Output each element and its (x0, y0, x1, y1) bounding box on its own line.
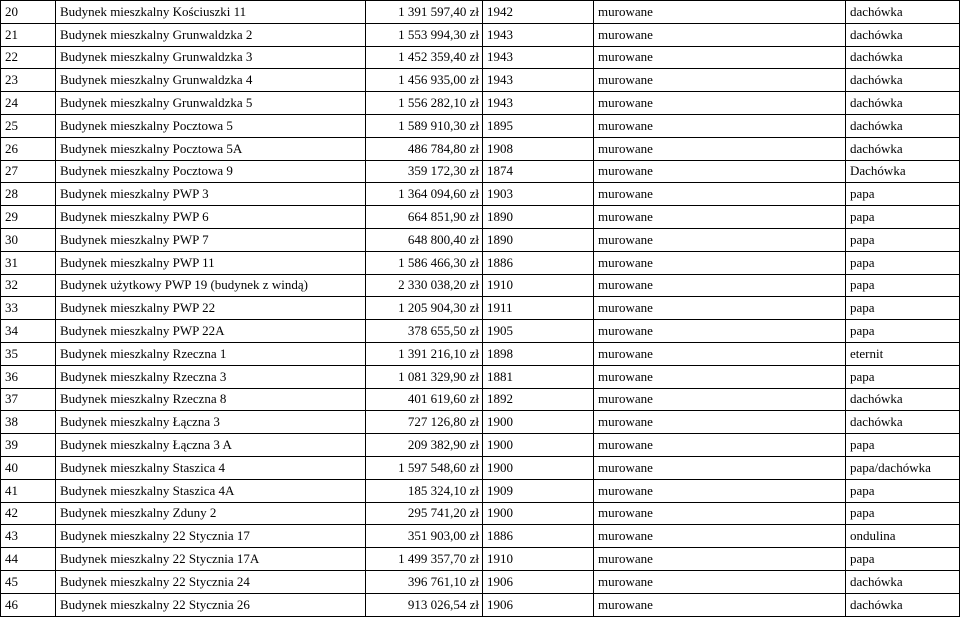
roof-material-cell: papa (846, 365, 960, 388)
construction-year-cell: 1892 (483, 388, 594, 411)
construction-year-cell: 1908 (483, 137, 594, 160)
building-name-cell: Budynek mieszkalny Zduny 2 (56, 502, 366, 525)
construction-year-cell: 1911 (483, 297, 594, 320)
building-name-cell: Budynek mieszkalny 22 Stycznia 17 (56, 525, 366, 548)
construction-year-cell: 1943 (483, 23, 594, 46)
construction-year-cell: 1943 (483, 46, 594, 69)
building-value-cell: 648 800,40 zł (366, 228, 483, 251)
construction-year-cell: 1943 (483, 69, 594, 92)
row-number-cell: 45 (1, 570, 56, 593)
row-number-cell: 24 (1, 92, 56, 115)
construction-year-cell: 1903 (483, 183, 594, 206)
table-row (1, 23, 960, 46)
building-name-cell: Budynek mieszkalny Rzeczna 3 (56, 365, 366, 388)
building-value-cell: 185 324,10 zł (366, 479, 483, 502)
construction-year-cell: 1900 (483, 434, 594, 457)
construction-year-cell: 1898 (483, 342, 594, 365)
building-name-cell: Budynek mieszkalny Grunwaldzka 2 (56, 23, 366, 46)
wall-material-cell: murowane (594, 320, 846, 343)
building-name-cell: Budynek użytkowy PWP 19 (budynek z windą) (56, 274, 366, 297)
row-number-cell: 20 (1, 1, 56, 24)
row-number-cell: 46 (1, 593, 56, 616)
building-name-cell: Budynek mieszkalny PWP 22 (56, 297, 366, 320)
roof-material-cell: papa (846, 479, 960, 502)
roof-material-cell: dachówka (846, 411, 960, 434)
table-row (1, 411, 960, 434)
table-row (1, 479, 960, 502)
building-name-cell: Budynek mieszkalny Staszica 4 (56, 456, 366, 479)
roof-material-cell: dachówka (846, 23, 960, 46)
building-value-cell: 913 026,54 zł (366, 593, 483, 616)
construction-year-cell: 1943 (483, 92, 594, 115)
construction-year-cell: 1905 (483, 320, 594, 343)
row-number-cell: 21 (1, 23, 56, 46)
table-row (1, 92, 960, 115)
row-number-cell: 39 (1, 434, 56, 457)
row-number-cell: 32 (1, 274, 56, 297)
building-name-cell: Budynek mieszkalny 22 Stycznia 26 (56, 593, 366, 616)
table-row (1, 548, 960, 571)
construction-year-cell: 1886 (483, 525, 594, 548)
construction-year-cell: 1890 (483, 228, 594, 251)
table-row (1, 502, 960, 525)
building-value-cell: 2 330 038,20 zł (366, 274, 483, 297)
building-value-cell: 727 126,80 zł (366, 411, 483, 434)
row-number-cell: 27 (1, 160, 56, 183)
row-number-cell: 44 (1, 548, 56, 571)
building-value-cell: 1 364 094,60 zł (366, 183, 483, 206)
roof-material-cell: papa (846, 297, 960, 320)
table-row (1, 456, 960, 479)
construction-year-cell: 1910 (483, 274, 594, 297)
table-row (1, 297, 960, 320)
buildings-table-body (1, 1, 960, 617)
wall-material-cell: murowane (594, 388, 846, 411)
row-number-cell: 34 (1, 320, 56, 343)
construction-year-cell: 1910 (483, 548, 594, 571)
building-name-cell: Budynek mieszkalny Łączna 3 A (56, 434, 366, 457)
construction-year-cell: 1895 (483, 114, 594, 137)
row-number-cell: 33 (1, 297, 56, 320)
building-value-cell: 1 597 548,60 zł (366, 456, 483, 479)
building-value-cell: 1 391 597,40 zł (366, 1, 483, 24)
roof-material-cell: papa (846, 320, 960, 343)
roof-material-cell: papa (846, 274, 960, 297)
wall-material-cell: murowane (594, 137, 846, 160)
row-number-cell: 40 (1, 456, 56, 479)
roof-material-cell: papa (846, 251, 960, 274)
row-number-cell: 23 (1, 69, 56, 92)
building-value-cell: 1 589 910,30 zł (366, 114, 483, 137)
row-number-cell: 42 (1, 502, 56, 525)
building-name-cell: Budynek mieszkalny Pocztowa 5 (56, 114, 366, 137)
building-name-cell: Budynek mieszkalny Grunwaldzka 3 (56, 46, 366, 69)
building-name-cell: Budynek mieszkalny Rzeczna 8 (56, 388, 366, 411)
table-row (1, 1, 960, 24)
wall-material-cell: murowane (594, 342, 846, 365)
row-number-cell: 41 (1, 479, 56, 502)
row-number-cell: 31 (1, 251, 56, 274)
table-row (1, 274, 960, 297)
table-row (1, 342, 960, 365)
row-number-cell: 29 (1, 206, 56, 229)
row-number-cell: 37 (1, 388, 56, 411)
building-name-cell: Budynek mieszkalny Łączna 3 (56, 411, 366, 434)
building-value-cell: 1 391 216,10 zł (366, 342, 483, 365)
construction-year-cell: 1890 (483, 206, 594, 229)
construction-year-cell: 1900 (483, 456, 594, 479)
building-name-cell: Budynek mieszkalny PWP 3 (56, 183, 366, 206)
building-value-cell: 1 499 357,70 zł (366, 548, 483, 571)
building-value-cell: 1 205 904,30 zł (366, 297, 483, 320)
construction-year-cell: 1942 (483, 1, 594, 24)
building-value-cell: 1 081 329,90 zł (366, 365, 483, 388)
wall-material-cell: murowane (594, 365, 846, 388)
roof-material-cell: Dachówka (846, 160, 960, 183)
building-value-cell: 351 903,00 zł (366, 525, 483, 548)
building-value-cell: 378 655,50 zł (366, 320, 483, 343)
table-row (1, 434, 960, 457)
wall-material-cell: murowane (594, 297, 846, 320)
roof-material-cell: dachówka (846, 1, 960, 24)
wall-material-cell: murowane (594, 251, 846, 274)
table-row (1, 160, 960, 183)
building-value-cell: 1 586 466,30 zł (366, 251, 483, 274)
row-number-cell: 36 (1, 365, 56, 388)
wall-material-cell: murowane (594, 411, 846, 434)
wall-material-cell: murowane (594, 160, 846, 183)
building-name-cell: Budynek mieszkalny 22 Stycznia 24 (56, 570, 366, 593)
roof-material-cell: dachówka (846, 137, 960, 160)
building-value-cell: 1 556 282,10 zł (366, 92, 483, 115)
table-row (1, 320, 960, 343)
table-row (1, 570, 960, 593)
roof-material-cell: dachówka (846, 69, 960, 92)
roof-material-cell: ondulina (846, 525, 960, 548)
building-name-cell: Budynek mieszkalny Pocztowa 9 (56, 160, 366, 183)
row-number-cell: 30 (1, 228, 56, 251)
table-row (1, 137, 960, 160)
roof-material-cell: dachówka (846, 570, 960, 593)
roof-material-cell: papa (846, 502, 960, 525)
building-value-cell: 295 741,20 zł (366, 502, 483, 525)
building-value-cell: 486 784,80 zł (366, 137, 483, 160)
table-row (1, 69, 960, 92)
roof-material-cell: dachówka (846, 46, 960, 69)
wall-material-cell: murowane (594, 46, 846, 69)
wall-material-cell: murowane (594, 206, 846, 229)
table-row (1, 525, 960, 548)
construction-year-cell: 1886 (483, 251, 594, 274)
building-name-cell: Budynek mieszkalny Kościuszki 11 (56, 1, 366, 24)
row-number-cell: 25 (1, 114, 56, 137)
table-row (1, 388, 960, 411)
building-name-cell: Budynek mieszkalny Staszica 4A (56, 479, 366, 502)
construction-year-cell: 1881 (483, 365, 594, 388)
roof-material-cell: papa (846, 548, 960, 571)
building-value-cell: 1 452 359,40 zł (366, 46, 483, 69)
wall-material-cell: murowane (594, 456, 846, 479)
building-name-cell: Budynek mieszkalny Rzeczna 1 (56, 342, 366, 365)
wall-material-cell: murowane (594, 183, 846, 206)
building-name-cell: Budynek mieszkalny Grunwaldzka 5 (56, 92, 366, 115)
building-name-cell: Budynek mieszkalny 22 Stycznia 17A (56, 548, 366, 571)
table-row (1, 365, 960, 388)
wall-material-cell: murowane (594, 548, 846, 571)
building-value-cell: 359 172,30 zł (366, 160, 483, 183)
wall-material-cell: murowane (594, 479, 846, 502)
roof-material-cell: papa (846, 434, 960, 457)
wall-material-cell: murowane (594, 1, 846, 24)
roof-material-cell: papa (846, 228, 960, 251)
row-number-cell: 43 (1, 525, 56, 548)
row-number-cell: 28 (1, 183, 56, 206)
table-row (1, 114, 960, 137)
wall-material-cell: murowane (594, 69, 846, 92)
building-value-cell: 396 761,10 zł (366, 570, 483, 593)
wall-material-cell: murowane (594, 525, 846, 548)
building-value-cell: 209 382,90 zł (366, 434, 483, 457)
building-name-cell: Budynek mieszkalny PWP 6 (56, 206, 366, 229)
construction-year-cell: 1900 (483, 411, 594, 434)
building-value-cell: 664 851,90 zł (366, 206, 483, 229)
building-name-cell: Budynek mieszkalny PWP 11 (56, 251, 366, 274)
table-row (1, 46, 960, 69)
building-name-cell: Budynek mieszkalny PWP 22A (56, 320, 366, 343)
construction-year-cell: 1906 (483, 570, 594, 593)
construction-year-cell: 1900 (483, 502, 594, 525)
roof-material-cell: dachówka (846, 114, 960, 137)
table-row (1, 251, 960, 274)
wall-material-cell: murowane (594, 228, 846, 251)
roof-material-cell: papa (846, 183, 960, 206)
table-row (1, 593, 960, 616)
wall-material-cell: murowane (594, 92, 846, 115)
building-name-cell: Budynek mieszkalny PWP 7 (56, 228, 366, 251)
wall-material-cell: murowane (594, 23, 846, 46)
row-number-cell: 38 (1, 411, 56, 434)
table-row (1, 228, 960, 251)
roof-material-cell: papa (846, 206, 960, 229)
building-name-cell: Budynek mieszkalny Grunwaldzka 4 (56, 69, 366, 92)
wall-material-cell: murowane (594, 434, 846, 457)
wall-material-cell: murowane (594, 570, 846, 593)
building-value-cell: 1 456 935,00 zł (366, 69, 483, 92)
row-number-cell: 26 (1, 137, 56, 160)
building-value-cell: 401 619,60 zł (366, 388, 483, 411)
wall-material-cell: murowane (594, 274, 846, 297)
roof-material-cell: dachówka (846, 388, 960, 411)
table-row (1, 183, 960, 206)
table-row (1, 206, 960, 229)
roof-material-cell: dachówka (846, 593, 960, 616)
construction-year-cell: 1874 (483, 160, 594, 183)
construction-year-cell: 1909 (483, 479, 594, 502)
wall-material-cell: murowane (594, 593, 846, 616)
construction-year-cell: 1906 (483, 593, 594, 616)
row-number-cell: 35 (1, 342, 56, 365)
building-value-cell: 1 553 994,30 zł (366, 23, 483, 46)
building-name-cell: Budynek mieszkalny Pocztowa 5A (56, 137, 366, 160)
roof-material-cell: dachówka (846, 92, 960, 115)
wall-material-cell: murowane (594, 114, 846, 137)
row-number-cell: 22 (1, 46, 56, 69)
wall-material-cell: murowane (594, 502, 846, 525)
roof-material-cell: eternit (846, 342, 960, 365)
roof-material-cell: papa/dachówka (846, 456, 960, 479)
